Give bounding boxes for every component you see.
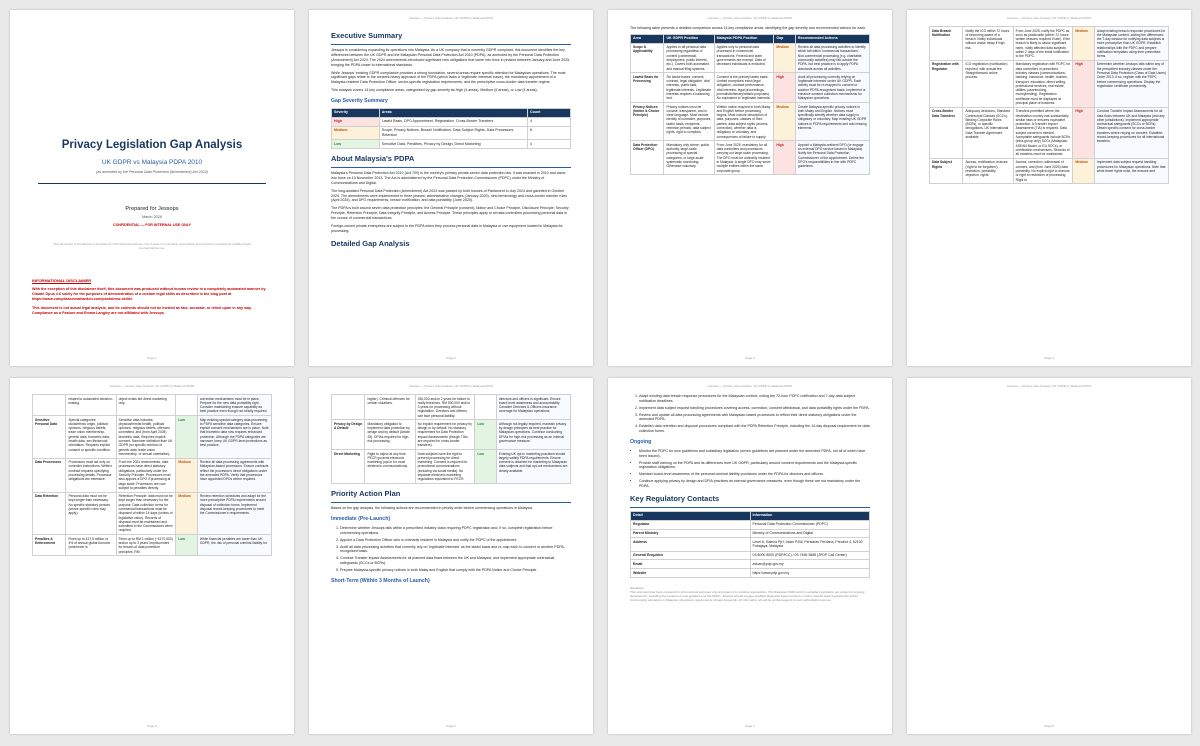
my-position-cell: Consent is the primary lawful basis. Limited exceptions exist (legal obligation, contract performance, vital interests, legal proceedings, journalistic/literary/artistic purposes). No equivalent to 'legitimate interests'. bbox=[714, 73, 774, 103]
gap-row bbox=[33, 458, 272, 492]
severity-table bbox=[331, 108, 571, 149]
severity-cell: Low bbox=[332, 140, 380, 149]
table-header: Detail bbox=[631, 511, 751, 520]
area-cell: Data Processors bbox=[33, 458, 66, 492]
severity-summary-heading: Gap Severity Summary bbox=[331, 97, 388, 104]
list-item: 1. Determine whether Jessops falls within a prescribed industry class requiring PDPC registration and, if so, complete registration before commencing operations. bbox=[340, 526, 571, 536]
area-cell: Data Breach Notification bbox=[930, 27, 963, 61]
table-row bbox=[631, 569, 870, 578]
page-footer: Page 3 bbox=[745, 355, 755, 360]
gap-severity-cell: Medium bbox=[774, 103, 796, 141]
recommended-action-cell: Conduct Transfer Impact Assessments for all data flows between UK and Malaysia (and any other jurisdictions). Implement appropriate contractual safeguards (SCCs or BCRs). Obtain specific consent for cross-border transfers where relying on consent. Establish record-keeping procedures for all international transfers. bbox=[1094, 107, 1168, 158]
page-footer: Page 4 bbox=[1044, 355, 1054, 360]
page-header: Jessops — Privacy Gap Analysis: UK GDPR vs Malaysia PDPA bbox=[707, 16, 793, 20]
page-footer: Page 2 bbox=[446, 355, 456, 360]
gap-severity-cell: Medium bbox=[1073, 27, 1095, 61]
about-pdpa-heading: About Malaysia's PDPA bbox=[331, 154, 415, 164]
gap-severity-cell: High bbox=[774, 141, 796, 175]
area-cell: Lawful Basis for Processing bbox=[631, 73, 664, 103]
area-cell bbox=[33, 395, 66, 416]
recommended-action-cell: Adapt existing breach response procedures for the Malaysian context, adding the differences: the 7-day window for notifying data subjects is more prescriptive than UK GDPR. Establish relationships with the PDPC and prepare notification templates using their prescribed forms. bbox=[1094, 27, 1168, 61]
gap-severity-cell: Low bbox=[475, 450, 497, 484]
list-item: 2. Implement data subject request handling procedures covering access, correction, consent withdrawal, and data portability rights under the PDPA. bbox=[639, 406, 870, 411]
uk-position-cell: Applies to all personal data processing regardless of context (commercial, employment, public interest, etc.). Covers both automated and manual filing systems. bbox=[664, 43, 714, 73]
uk-position-cell: Access, rectification, erasure ('right to be forgotten'), restriction, portability, objection, rights bbox=[963, 158, 1013, 183]
uk-position-cell: Notify the ICO within 72 hours of becoming aware of a breach. Notify individuals without undue delay if high risk. bbox=[963, 27, 1013, 61]
cover-disclaimer bbox=[32, 278, 272, 316]
contact-key-cell: Website bbox=[631, 569, 751, 578]
gap-row bbox=[33, 492, 272, 535]
uk-position-cell: Processors must act only on controller instructions. Written contract required specifying processing details. Processor obligations are extensive. bbox=[66, 458, 116, 492]
area-cell: Privacy Notices (Notice & Choice Principle) bbox=[631, 103, 664, 141]
recommended-action-cell: Review all data processing activities to identify which fall within 'commercial transactions'. Non-commercial processing (e.g. charitable, community activities) may fall outside the PDPA, but best practice is to apply PDPA standards across all activities. bbox=[795, 43, 869, 73]
list-item: • Maintain board-level awareness of the personal criminal liability provisions under the PDPA for directors and officers. bbox=[639, 472, 870, 477]
about-paragraph: The long-awaited Personal Data Protection (Amendment) Act 2024 was passed by both houses of Parliament in July 2024 and gazetted in October 2024. The amendments were implemented in three phases: administrative changes (January 2025), new terminology and cross-border transfer rules (April 2025), and DPO requirements, breach notification, and data portability (June 2025). bbox=[331, 188, 568, 203]
area-cell: Registration with Regulator bbox=[930, 60, 963, 107]
table-header: Areas bbox=[379, 108, 527, 117]
uk-position-cell: Adequacy decisions, Standard Contractual Clauses (SCCs), Binding Corporate Rules (BCRs), or specific derogations. UK International Data Transfer Agreement available. bbox=[963, 107, 1013, 158]
cover-divider bbox=[38, 183, 266, 184]
gap-row bbox=[930, 107, 1169, 158]
page-footer: Page 5 bbox=[147, 723, 157, 728]
cover-confidential: CONFIDENTIAL — FOR INTERNAL USE ONLY bbox=[112, 222, 191, 227]
cover-amended-note: (as amended by the Personal Data Protection (Amendment) Act 2024) bbox=[96, 170, 208, 175]
my-position-cell: Mandatory registration with PDPC for data controllers in prescribed industry classes (communications, banking, insurance, health, tourism, transport, education, direct selling, professional services, real estate, utilities, pawnbroking, moneylending). Registration certificate must be displayed at principal place of business. bbox=[1013, 60, 1073, 107]
gap-row bbox=[332, 395, 571, 420]
page-5 bbox=[10, 378, 294, 734]
about-paragraph: Malaysia's Personal Data Protection Act 2010 (Act 709) is the country's primary private-sector data protection law. It was enacted in 2010 and came into force on 15 November 2013. The Act is administered by the Personal Data Protection Commissioner (PDPC) under the Ministry of Communications and Digital. bbox=[331, 171, 566, 185]
table-header: Area bbox=[631, 34, 664, 43]
gap-row bbox=[332, 450, 571, 484]
recommended-action-cell: Map existing special category data processing to PDPA sensitive data categories. Ensure explicit consent mechanisms are in place. Note that biometric data now requires enhanced protection. Although the PDPA categories are narrower, keep UK GDPR-level protections as best practice. bbox=[197, 416, 271, 459]
heading-rule bbox=[331, 44, 571, 45]
table-header: Information bbox=[750, 511, 870, 520]
page-6 bbox=[309, 378, 593, 734]
recommended-action-cell: directors and officers is significant. Ensure board-level awareness and accountability. Consider Directors & Officers insurance coverage for Malaysian operations. bbox=[496, 395, 570, 420]
table-header: Count bbox=[527, 108, 570, 117]
table-row bbox=[631, 560, 870, 569]
gap-row bbox=[33, 395, 272, 416]
uk-position-cell: Mandatory obligation to implement data protection by design and by default (Article 25). DPIAs required for high-risk processing. bbox=[365, 420, 415, 450]
list-item: 5. Prepare Malaysia-specific privacy notices in both Malay and English that comply with the PDPA Notice and Choice Principle. bbox=[340, 568, 571, 573]
gap-row bbox=[332, 420, 571, 450]
area-cell: Cross-Border Data Transfers bbox=[930, 107, 963, 158]
table-header: Malaysia PDPA Position bbox=[714, 34, 774, 43]
disclaimer-paragraph: With the exception of this disclaimer itself, this document was produced without human review in a completely automated manner by Claude Opus 4.6 solely for the purposes of demonstration of a custom legal skills as described in the blog post at https://www.compliancemaillardon.com/posts/new-skills/. bbox=[32, 287, 266, 302]
gap-table bbox=[331, 394, 571, 484]
recommended-action-cell: Audit all processing currently relying on 'legitimate interests' under UK GDPR. Each activity must be re-mapped to consent or another PDPA-recognised basis. Implement or enhance consent collection mechanisms for Malaysian operations. bbox=[795, 73, 869, 103]
final-disclaimer-heading: Disclaimer bbox=[630, 585, 645, 590]
gap-table bbox=[32, 394, 272, 556]
gap-severity-cell bbox=[176, 395, 198, 416]
table-row bbox=[332, 140, 571, 149]
short-term-heading: Short-Term (Within 3 Months of Launch) bbox=[331, 577, 430, 584]
gap-row bbox=[631, 73, 870, 103]
disclaimer-heading: INFORMATIONAL DISCLAIMER bbox=[32, 277, 92, 283]
uk-position-cell: Mandatory only where: public authority, large-scale processing of special categories, or large-scale systematic monitoring. Otherwise voluntary. bbox=[664, 141, 714, 175]
ongoing-list bbox=[630, 449, 870, 489]
gap-row bbox=[33, 416, 272, 459]
page-header: Jessops — Privacy Gap Analysis: UK GDPR vs Malaysia PDPA bbox=[408, 16, 494, 20]
my-position-cell: Fines up to RM 1 million (~£170,000) and/or up to 3 years' imprisonment for breach of data protection principles. RM bbox=[116, 535, 176, 556]
immediate-heading: Immediate (Pre-Launch) bbox=[331, 516, 391, 523]
page-8-blank bbox=[907, 378, 1191, 734]
recommended-action-cell: correction mechanisms must be in place. Prepare for the new data portability right. Consider maintaining erasure capability as best practice even though not strictly required. bbox=[197, 395, 271, 416]
list-item: • Provide staff training on the PDPA and its differences from UK GDPR, particularly around consent requirements and the Malaysia-specific registration obligations. bbox=[639, 461, 870, 471]
about-paragraph: Foreign-owned private enterprises are subject to the PDPA when they process personal data in Malaysia or use equipment located in Malaysia for processing. bbox=[331, 223, 563, 233]
list-item: 2. Appoint a Data Protection Officer who is ordinarily resident in Malaysia and notify the PDPC of the appointment. bbox=[340, 538, 571, 543]
my-position-cell: Sensitive data includes: physical/mental health, political opinions, religious beliefs, offences committed, and (from April 2025) biometric data. Requires explicit consent. Narrower definition than UK GDPR (no specific mention of genetic data, trade union membership, or sexual orientation). bbox=[116, 416, 176, 459]
table-row bbox=[631, 520, 870, 529]
cover-generated-note: This document is provided as a template for informational purposes only. It does not constitute legal advice and should be reviewed by qualified legal counsel before use. bbox=[53, 241, 251, 250]
heading-rule bbox=[630, 507, 870, 508]
gap-severity-cell: High bbox=[774, 73, 796, 103]
gap-severity-cell: Low bbox=[475, 420, 497, 450]
cover-date: March 2026 bbox=[141, 214, 163, 219]
cover-subtitle: UK GDPR vs Malaysia PDPA 2010 bbox=[101, 158, 203, 166]
gap-severity-cell: Medium bbox=[176, 492, 198, 535]
recommended-action-cell: Appoint a Malaysia-resident DPO (or engage an external DPO service based in Malaysia). Notify the Personal Data Protection Commissioner of the appointment. Define the DPO's responsibilities in line with PDPC guidelines. bbox=[795, 141, 869, 175]
recommended-action-cell: Although not legally required, maintain privacy by design principles as best practice for Malaysian operations. Continue conducting DPIAs for high-risk processing as an internal governance measure. bbox=[496, 420, 570, 450]
page-header: Jessops — Privacy Gap Analysis: UK GDPR vs Malaysia PDPA bbox=[1006, 16, 1092, 20]
gap-row bbox=[930, 27, 1169, 61]
immediate-list bbox=[331, 526, 571, 573]
priority-plan-heading: Priority Action Plan bbox=[331, 489, 401, 499]
contact-key-cell: Regulator bbox=[631, 520, 751, 529]
list-item: • Continue applying privacy by design and DPIA practices as internal governance measures, even though these are not mandatory under the PDPA. bbox=[639, 479, 870, 489]
table-row bbox=[332, 117, 571, 126]
area-cell: Scope & Applicability bbox=[631, 43, 664, 73]
gap-severity-cell: Medium bbox=[774, 43, 796, 73]
page-footer: Page 7 bbox=[745, 723, 755, 728]
exec-paragraph: Jessops is considering expanding its operations into Malaysia. As a UK company that is currently GDPR compliant, this document identifies the key differences between the UK GDPR and the Malaysian Personal Data Protection Act 2010 (PDPA), as amended by the Personal Data Protection (Amendment) Act 2024. The 2024 amendments introduced significant new obligations that came into force in phases between January and June 2025, bringing the PDPA closer to international standards. bbox=[331, 48, 571, 67]
area-cell: Privacy by Design & Default bbox=[332, 420, 365, 450]
areas-cell: Lawful Basis, DPO Appointment, Registration, Cross-Border Transfers bbox=[379, 117, 527, 126]
disclaimer-paragraph: This document is not actual legal analysis, and its contents should not be trusted as fact, accurate, or relied upon in any way. Compliance as a Feature and Emma Langley are not affiliated with Jessops. bbox=[32, 306, 252, 316]
final-disclaimer bbox=[630, 586, 870, 602]
recommended-action-cell: Implement data subject request handling procedures for Malaysian operations. Note that while fewer rights exist, the erasure and bbox=[1094, 158, 1168, 183]
area-cell: Direct Marketing bbox=[332, 450, 365, 484]
contact-key-cell: Address bbox=[631, 538, 751, 551]
exec-summary-heading: Executive Summary bbox=[331, 31, 403, 40]
my-position-cell: Retention Principle: data must not be kept longer than necessary for the purpose. Data collection forms for commercial transactions must be disposed of within 14 days (unless of legislative value). Records of disposal must be maintained and submitted to the Commissioner when required. bbox=[116, 492, 176, 535]
area-cell: Sensitive Personal Data bbox=[33, 416, 66, 459]
exec-paragraph: This analysis covers 14 key compliance areas, categorised by gap severity as High (4 areas), Medium (6 areas), or Low (4 areas). bbox=[331, 88, 538, 93]
gap-severity-cell: High bbox=[1073, 107, 1095, 158]
uk-position-cell: Privacy notices must be concise, transparent, and in clear language. Must include identity of controller, purposes, lawful basis, recipients, retention periods, data subject rights, right to complain. bbox=[664, 103, 714, 141]
recommended-action-cell: While financial penalties are lower than UK GDPR, the risk of personal criminal liability for bbox=[197, 535, 271, 556]
recommended-action-cell: Review all data processing agreements with Malaysian-based processors. Ensure contracts reflect the processor's direct obligations under the amended PDPA. Verify that processors have appointed DPOs where required. bbox=[197, 458, 271, 492]
list-item: 4. Establish data retention and disposal procedures compliant with the PDPA Retention Principle, including the 14-day disposal requirement for data collection forms. bbox=[639, 424, 870, 434]
list-item: 3. Review and update all data processing agreements with Malaysian-based processors to reflect their direct statutory obligations under the amended PDPA. bbox=[639, 413, 870, 423]
table-header: Severity bbox=[332, 108, 380, 117]
gap-row bbox=[930, 60, 1169, 107]
table-header: Recommended Actions bbox=[795, 34, 869, 43]
page-header: Jessops — Privacy Gap Analysis: UK GDPR vs Malaysia PDPA bbox=[707, 384, 793, 388]
my-position-cell: object exists but direct marketing only. bbox=[116, 395, 176, 416]
uk-position-cell: Personal data must not be kept longer than necessary. No specific statutory periods (sector-specific rules may apply). bbox=[66, 492, 116, 535]
short-term-list bbox=[630, 394, 870, 434]
contact-value-cell: Ministry of Communications and Digital bbox=[750, 529, 870, 538]
page-2 bbox=[309, 10, 593, 366]
contact-value-cell: aduan@pdp.gov.my bbox=[750, 560, 870, 569]
contact-value-cell: 03-8000 8000 (PDP/ICC) / 03-7456 3688 (JPDP Call Center) bbox=[750, 551, 870, 560]
gap-table-intro: The following table presents a detailed comparison across 14 key compliance areas, identifying the gap severity and recommended actions for each. bbox=[630, 26, 867, 30]
gap-table bbox=[630, 34, 870, 175]
page-7 bbox=[608, 378, 892, 734]
recommended-action-cell: Review retention schedules and adapt for the more prescriptive PDPA requirements around disposal of collection forms. Implement disposal record-keeping procedures to meet the Commissioner's requirements. bbox=[197, 492, 271, 535]
exec-paragraph: While Jessops' existing GDPR compliance provides a strong foundation, several areas require specific attention for Malaysian operations. The most significant gaps relate to the consent-heavy approach of the PDPA (which lacks a 'legitimate interests' basis), the mandatory appointment of a Malaysia-resident Data Protection Officer, sector-specific registration requirements, and the prescriptive cross-border data transfer regime. bbox=[331, 70, 566, 85]
areas-cell: Sensitive Data, Penalties, Privacy by Design, Direct Marketing bbox=[379, 140, 527, 149]
list-item: 3. Audit all data processing activities that currently rely on 'legitimate interests' as the lawful basis and re-map each to consent or another PDPA-recognised basis. bbox=[340, 545, 571, 555]
my-position-cell: From June 2025, mandatory for all data controllers and processors carrying out large-scale processing. The DPO must be ordinarily resident in Malaysia. A single DPO may serve multiple entities within the same corporate group. bbox=[714, 141, 774, 175]
gap-row bbox=[631, 43, 870, 73]
page-footer: Page 8 bbox=[1044, 723, 1054, 728]
page-header: Jessops — Privacy Gap Analysis: UK GDPR vs Malaysia PDPA bbox=[1006, 384, 1092, 388]
my-position-cell: Access, correction, withdrawal of consent, and (from June 2025) data portability. No explicit right to erasure or right to restriction of processing. Right to bbox=[1013, 158, 1073, 183]
my-position-cell: Transfers permitted where the destination country has substantially similar laws or ensures equivalent protection. A Transfer Impact Assessment (TIA) is required. Data subject consent is needed. Acceptable safeguards include BCRs (intra-group only) SCCs (Malaysian, ASEAN Model, or EU SCCs), or certification mechanisms. Records of all transfers must be maintained. bbox=[1013, 107, 1073, 158]
gap-severity-cell: Medium bbox=[1073, 158, 1095, 183]
table-row bbox=[631, 551, 870, 560]
count-cell: 6 bbox=[527, 126, 570, 140]
contacts-table bbox=[630, 511, 870, 578]
priority-intro: Based on the gap analysis, the following actions are recommended in priority order before commencing operations in Malaysia. bbox=[331, 506, 533, 511]
contact-value-cell: Level 6, Galeria PjH, Jalan P4W, Persiaran Perdana, Precinct 4, 62100 Putrajaya, Malaysia bbox=[750, 538, 870, 551]
uk-position-cell: Fines up to £17.5 million or 4% of annual global turnover (whichever is bbox=[66, 535, 116, 556]
list-item: 4. Conduct Transfer Impact Assessments for all planned data flows between the UK and Malaysia, and implement appropriate contractual safeguards (SCCs or BCRs). bbox=[340, 556, 571, 566]
page-header: Jessops — Privacy Gap Analysis: UK GDPR vs Malaysia PDPA bbox=[109, 384, 195, 388]
contact-key-cell: General Enquiries bbox=[631, 551, 751, 560]
table-row bbox=[631, 538, 870, 551]
uk-position-cell: higher). Criminal offences for certain violations. bbox=[365, 395, 415, 420]
uk-position-cell: Right to object at any time. PECR governs electronic marketing (opt-in for most electronic communications). bbox=[365, 450, 415, 484]
gap-row bbox=[631, 141, 870, 175]
contact-value-cell: Personal Data Protection Commissioner (PDPC) bbox=[750, 520, 870, 529]
about-paragraph: The PDPA is built around seven data protection principles: the General Principle (consent), Notice and Choice Principle, Disclosure Principle, Security Principle, Retention Principle, Data Integrity Principle, and Access Principle. These principles apply to all data controllers processing personal data in the course of commercial transactions. bbox=[331, 206, 569, 220]
contact-value-cell: https://www.pdp.gov.my bbox=[750, 569, 870, 578]
areas-cell: Scope, Privacy Notices, Breach Notification, Data Subject Rights, Data Processors, Retention bbox=[379, 126, 527, 140]
count-cell: 4 bbox=[527, 140, 570, 149]
table-row bbox=[332, 126, 571, 140]
area-cell: Penalties & Enforcement bbox=[33, 535, 66, 556]
my-position-cell: From June 2025, notify the PDPC as soon as practicable (within 72 hours; written reasons required if late). If the breach is likely to cause significant harm, notify affected data subjects within 7 days of the initial notification to the PDPC. bbox=[1013, 27, 1073, 61]
final-disclaimer-text: This document has been prepared for informational purposes only and does not constitute legal advice. The Malaysian PDPA and its subsidiary legislation are subject to ongoing development, including the issuance of new guidelines by the PDPC. Jessops should engage qualified Malaysian legal counsel to confirm specific legal requirements before commencing operations in Malaysia. Regulatory requirements change frequently; all information should be verified against current authoritative sources. bbox=[630, 589, 865, 602]
list-item: 1. Adapt existing data breach response procedures for the Malaysian context, noting the 72-hour PDPC notification and 7-day data subject notification deadlines. bbox=[639, 394, 870, 404]
uk-position-cell: Six lawful bases: consent, contract, legal obligation, vital interests, public task, legitimate interests. Legitimate interests requires a balancing test. bbox=[664, 73, 714, 103]
page-footer: Page 6 bbox=[446, 723, 456, 728]
table-header-row bbox=[631, 34, 870, 43]
gap-row bbox=[33, 535, 272, 556]
area-cell: Data Subject Rights bbox=[930, 158, 963, 183]
contact-key-cell: Email bbox=[631, 560, 751, 569]
gap-severity-cell: Low bbox=[176, 416, 198, 459]
uk-position-cell: ICO registration (notification) required, with annual fee. Straightforward online process. bbox=[963, 60, 1013, 107]
recommended-action-cell: Existing UK opt-in marketing practices should largely satisfy PDPA requirements. Ensure consent is obtained for marketing to Malaysian data subjects and that opt-out mechanisms are clearly available. bbox=[496, 450, 570, 484]
gap-severity-cell: High bbox=[1073, 60, 1095, 107]
uk-position-cell: related to automated decision-making. bbox=[66, 395, 116, 416]
my-position-cell: 250,000 and/or 2 years for failure to notify breaches. RM 500,000 and/or 3 years for processing without registration. Directors and officers can face personal liability. bbox=[415, 395, 475, 420]
table-header: Gap bbox=[774, 34, 796, 43]
gap-table bbox=[929, 26, 1169, 184]
page-footer: Page 1 bbox=[147, 355, 157, 360]
area-cell bbox=[332, 395, 365, 420]
cover-title: Privacy Legislation Gap Analysis bbox=[61, 139, 243, 151]
heading-rule bbox=[331, 167, 571, 168]
recommended-action-cell: Create Malaysia-specific privacy notices in both Malay and English. Notices must specifically identify whether data supply is obligatory or voluntary. Map existing UK GDPR notices to PDPA requirements and add missing elements. bbox=[795, 103, 869, 141]
count-cell: 4 bbox=[527, 117, 570, 126]
table-header: UK GDPR Position bbox=[664, 34, 714, 43]
my-position-cell: From the 2024 amendments, data processors have direct statutory obligations, particularly under the Security Principle. Processors must also appoint a DPO if processing at large scale. Processors are now subject to penalties directly. bbox=[116, 458, 176, 492]
contacts-heading: Key Regulatory Contacts bbox=[630, 493, 720, 503]
gap-row bbox=[631, 103, 870, 141]
my-position-cell: Written notice required in both Malay and English before processing begins. Must include description of data, purposes, classes of third parties, data subject rights (access, correction), whether data is obligatory or voluntary, and consequences of failure to supply. bbox=[714, 103, 774, 141]
gap-severity-cell bbox=[475, 395, 497, 420]
my-position-cell: No explicit requirement for privacy by design or by default. No statutory requirement for Data Protection Impact Assessments (though TIAs are required for cross-border transfers). bbox=[415, 420, 475, 450]
table-row bbox=[631, 529, 870, 538]
list-item: • Monitor the PDPC for new guidelines and subsidiary legislation (seven guidelines are planned under the amended PDPA, not all of which have been issued). bbox=[639, 449, 870, 459]
my-position-cell: Applies only to personal data processed in commercial transactions. Federal and state governments are exempt. Data of deceased individuals is excluded. bbox=[714, 43, 774, 73]
detailed-gap-heading: Detailed Gap Analysis bbox=[331, 238, 410, 248]
cover-prepared-for: Prepared for Jessops bbox=[125, 206, 179, 213]
heading-rule bbox=[331, 502, 571, 503]
gap-severity-cell: Medium bbox=[176, 458, 198, 492]
recommended-action-cell: Determine whether Jessops falls within any of the prescribed industry classes under the Personal Data Protection (Class of Data Users) Order 2013. If so, register with the PDPC before commencing operations. Display the registration certificate prominently. bbox=[1094, 60, 1168, 107]
my-position-cell: Data subjects have the right to prevent processing for direct marketing. Consent is required for promotional communications (including via social media). No separate electronic marketing regulations equivalent to PECR. bbox=[415, 450, 475, 484]
page-1-cover bbox=[10, 10, 294, 366]
page-3 bbox=[608, 10, 892, 366]
gap-row bbox=[930, 158, 1169, 183]
page-header: Jessops — Privacy Gap Analysis: UK GDPR vs Malaysia PDPA bbox=[408, 384, 494, 388]
severity-cell: High bbox=[332, 117, 380, 126]
gap-severity-cell: Low bbox=[176, 535, 198, 556]
area-cell: Data Retention bbox=[33, 492, 66, 535]
uk-position-cell: Special categories: racial/ethnic origin, political opinions, religious beliefs, trade union membership, genetic data, biometric data, health data, sex life/sexual orientation. Requires explicit consent or specific condition. bbox=[66, 416, 116, 459]
ongoing-heading: Ongoing bbox=[630, 438, 652, 445]
area-cell: Data Protection Officer (DPO) bbox=[631, 141, 664, 175]
contact-key-cell: Parent Ministry bbox=[631, 529, 751, 538]
page-4 bbox=[907, 10, 1191, 366]
severity-cell: Medium bbox=[332, 126, 380, 140]
